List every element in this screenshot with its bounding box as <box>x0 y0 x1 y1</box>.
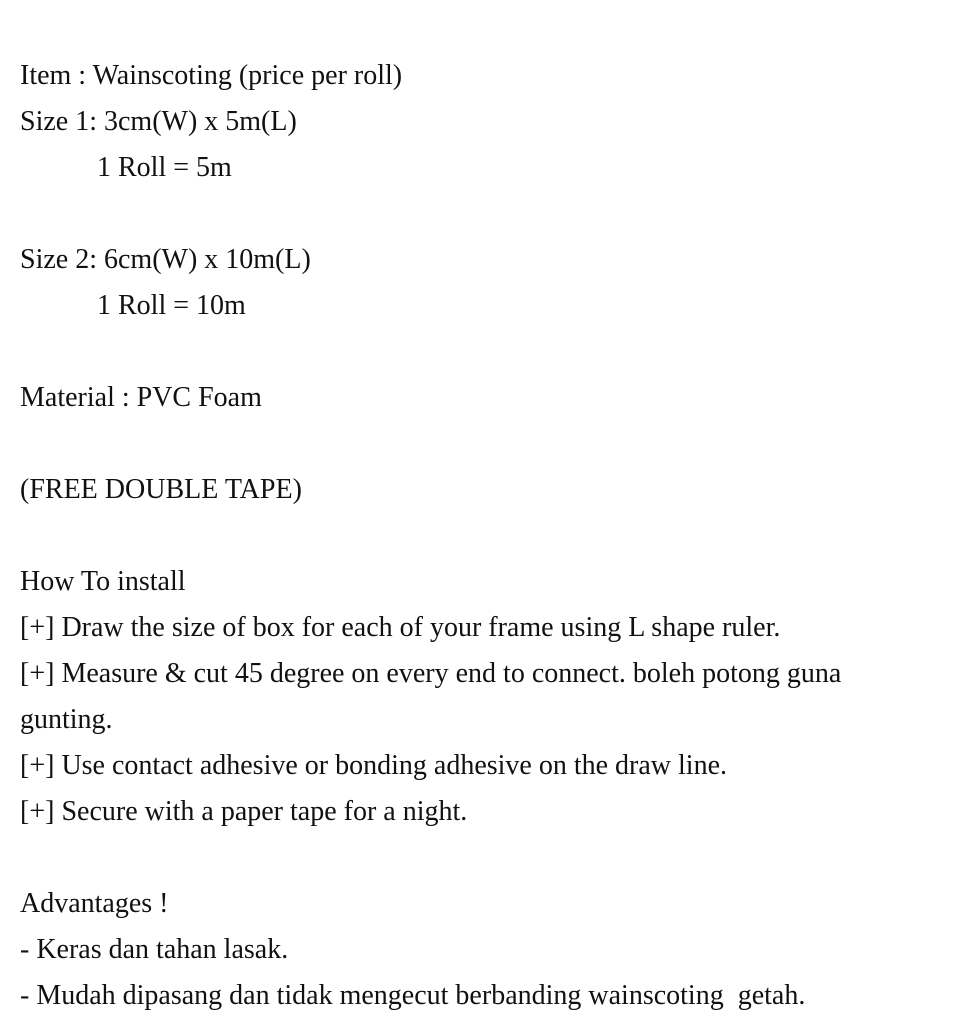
install-step: [+] Draw the size of box for each of your frame using L shape ruler. <box>20 612 781 643</box>
product-description <box>20 53 940 1019</box>
spacer <box>20 513 940 559</box>
install-step: [+] Measure & cut 45 degree on every end to connect. boleh potong guna gunting. <box>20 658 849 735</box>
install-heading: How To install <box>20 566 186 597</box>
advantages-heading: Advantages ! <box>20 888 169 919</box>
size1-roll-line: 1 Roll = 5m <box>97 152 232 183</box>
install-step: [+] Use contact adhesive or bonding adhesive on the draw line. <box>20 750 728 781</box>
item-line: Item : Wainscoting (price per roll) <box>20 60 403 91</box>
size2-line: Size 2: 6cm(W) x 10m(L) <box>20 244 311 275</box>
spacer <box>20 421 940 467</box>
material-line: Material : PVC Foam <box>20 382 262 413</box>
spacer <box>20 191 940 237</box>
size2-roll-line: 1 Roll = 10m <box>97 290 246 321</box>
advantage-item: - Keras dan tahan lasak. <box>20 934 289 965</box>
size1-line: Size 1: 3cm(W) x 5m(L) <box>20 106 297 137</box>
advantage-item: - Mudah dipasang dan tidak mengecut berbanding wainscoting getah. <box>20 980 806 1011</box>
spacer <box>20 835 940 881</box>
free-tape-line: (FREE DOUBLE TAPE) <box>20 474 302 505</box>
spacer <box>20 329 940 375</box>
install-step: [+] Secure with a paper tape for a night. <box>20 796 468 827</box>
